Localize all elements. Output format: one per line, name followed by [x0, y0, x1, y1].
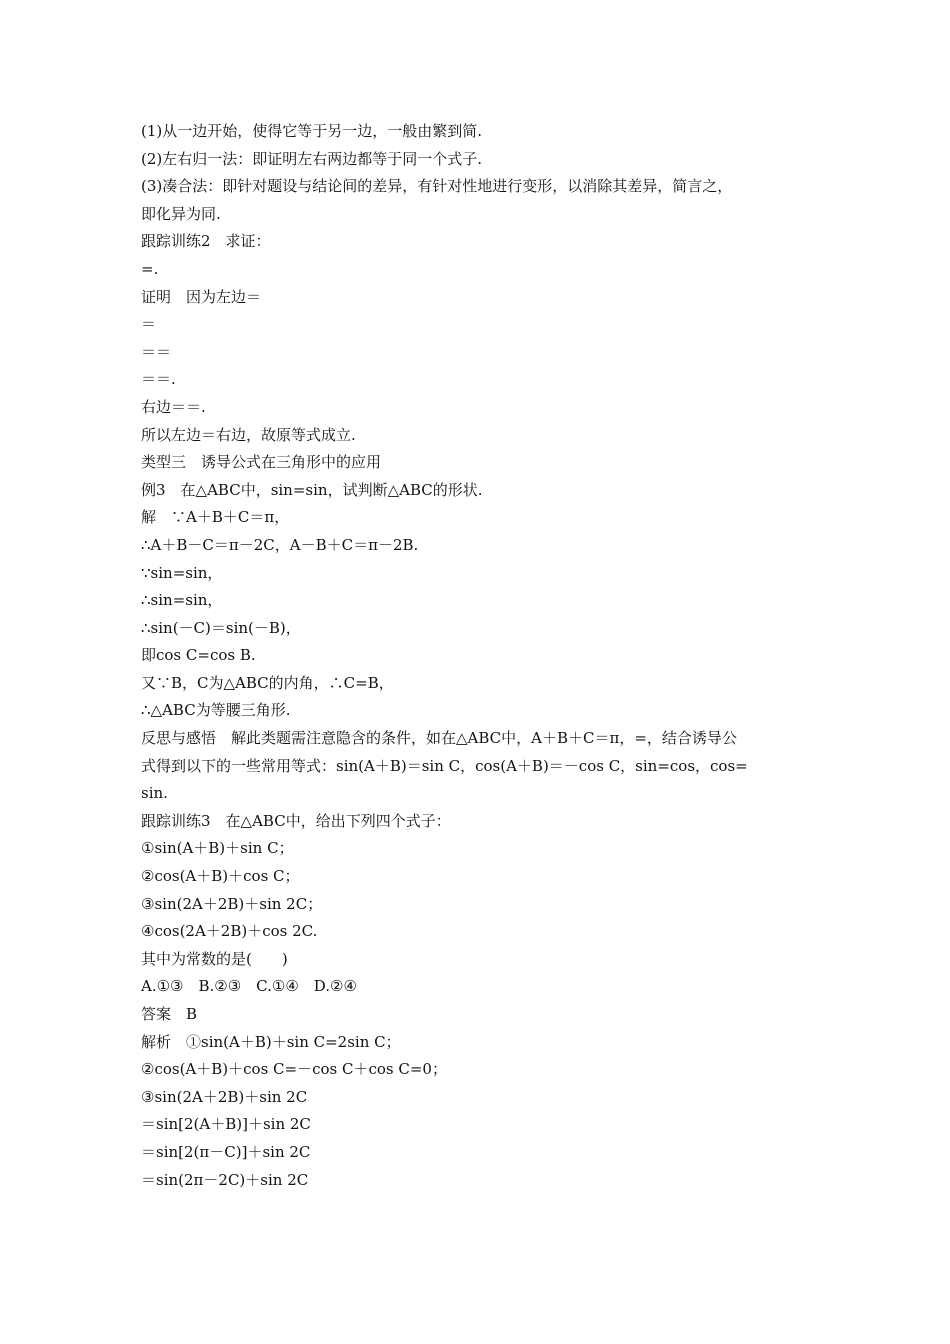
- solution-line: 解 ∵A＋B＋C＝π，: [141, 508, 290, 527]
- reflection-line: sin.: [141, 784, 168, 803]
- text-line: (1)从一边开始，使得它等于另一边，一般由繁到简.: [141, 122, 483, 140]
- proof-line: 证明 因为左边＝: [141, 287, 262, 306]
- solution-line: ∵sin=sin，: [141, 563, 223, 582]
- reflection-line: 反思与感悟 解此类题需注意隐含的条件，如在△ABC中，A＋B＋C＝π，=，结合诱导公: [141, 729, 737, 748]
- text-line: =.: [141, 259, 159, 278]
- document-body: [141, 118, 813, 1194]
- example-heading: 例3 在△ABC中，sin=sin，试判断△ABC的形状.: [141, 480, 483, 499]
- exercise-heading: 跟踪训练3 在△ABC中，给出下列四个式子：: [141, 811, 451, 830]
- proof-line: ＝＝: [141, 342, 172, 361]
- text-line: 即化异为同.: [141, 204, 221, 223]
- section-heading: 类型三 诱导公式在三角形中的应用: [141, 453, 382, 472]
- analysis-line: ＝sin[2(A＋B)]＋sin 2C: [141, 1115, 311, 1134]
- analysis-line: 解析 ①sin(A＋B)＋sin C=2sin C；: [141, 1032, 401, 1051]
- proof-line: ＝＝.: [141, 370, 176, 389]
- choices-line: A.①③ B.②③ C.①④ D.②④: [141, 977, 357, 996]
- exercise-heading: 跟踪训练2 求证：: [141, 232, 271, 251]
- proof-line: 右边＝＝.: [141, 397, 206, 416]
- analysis-line: ②cos(A＋B)＋cos C=－cos C＋cos C=0；: [141, 1060, 447, 1079]
- proof-line: ＝: [141, 315, 157, 334]
- analysis-line: ＝sin[2(π－C)]＋sin 2C: [141, 1142, 311, 1161]
- proof-line: 所以左边＝右边，故原等式成立.: [141, 425, 356, 444]
- option-line: ①sin(A＋B)＋sin C；: [141, 839, 294, 858]
- answer-line: 答案 B: [141, 1005, 198, 1023]
- text-line: (2)左右归一法：即证明左右两边都等于同一个式子.: [141, 149, 483, 168]
- solution-line: ∴sin=sin，: [141, 591, 223, 610]
- option-line: ④cos(2A＋2B)＋cos 2C.: [141, 922, 318, 941]
- analysis-line: ＝sin(2π－2C)＋sin 2C: [141, 1170, 309, 1189]
- analysis-line: ③sin(2A＋2B)＋sin 2C: [141, 1087, 308, 1106]
- solution-line: 又∵B，C为△ABC的内角，∴C=B，: [141, 673, 394, 692]
- solution-line: ∴△ABC为等腰三角形.: [141, 701, 291, 720]
- option-line: ③sin(2A＋2B)＋sin 2C；: [141, 894, 323, 913]
- solution-line: ∴sin(－C)＝sin(－B)，: [141, 618, 301, 637]
- text-line: (3)凑合法：即针对题设与结论间的差异，有针对性地进行变形，以消除其差异，简言之，: [141, 177, 733, 196]
- question-line: 其中为常数的是( ): [141, 949, 288, 968]
- reflection-line: 式得到以下的一些常用等式：sin(A＋B)＝sin C，cos(A＋B)＝－cos C，sin=cos，cos=: [141, 756, 748, 775]
- option-line: ②cos(A＋B)＋cos C；: [141, 867, 300, 886]
- solution-line: ∴A＋B－C＝π－2C，A－B＋C＝π－2B.: [141, 535, 419, 554]
- solution-line: 即cos C=cos B.: [141, 646, 256, 665]
